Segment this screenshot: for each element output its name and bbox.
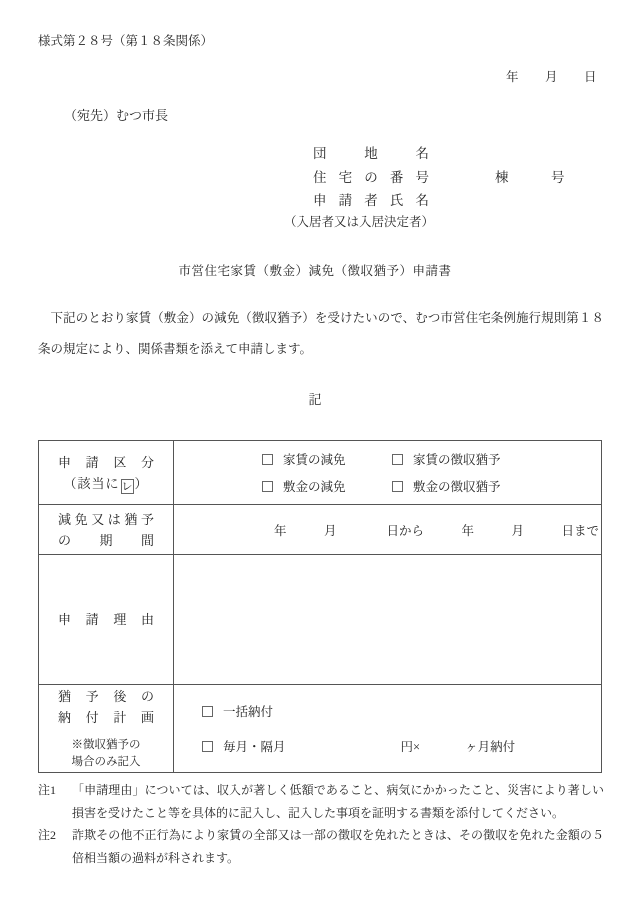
payment-plan-label-cell <box>39 685 174 773</box>
complex-name-label: 団地名 <box>313 146 429 161</box>
payment-plan-options-cell <box>174 685 602 773</box>
building-label: 棟 <box>495 170 509 185</box>
addressee: （宛先）むつ市長 <box>64 108 169 123</box>
amount-suffix-label: 円× <box>400 740 421 754</box>
payment-plan-label-line1: 猶予後の <box>58 689 154 704</box>
payment-plan-note <box>39 737 173 771</box>
checkbox-installment[interactable] <box>202 741 213 752</box>
unit-label: 号 <box>551 170 565 185</box>
application-form-table <box>38 440 602 773</box>
option-lump-sum-label: 一括納付 <box>223 705 274 719</box>
footnote-1-number: 注1 <box>38 783 57 797</box>
option-lump-sum <box>202 702 601 720</box>
date-line: 年 月 日 <box>506 70 598 84</box>
reason-input-area[interactable] <box>174 555 602 685</box>
category-instruction-pre: （該当に <box>63 475 120 491</box>
period-value-cell[interactable] <box>174 505 602 555</box>
footnotes <box>38 779 604 869</box>
checkbox-deposit-deferral[interactable] <box>392 481 403 492</box>
applicant-name-label: 申請者氏名 <box>313 193 429 208</box>
option-deposit-deferral-label: 敷金の徴収猶予 <box>413 480 501 494</box>
period-label-line2: の期間 <box>58 532 154 548</box>
option-rent-deferral <box>392 450 501 468</box>
footnote-2-number: 注2 <box>38 828 57 842</box>
document-title: 市営住宅家賃（敷金）減免（徴収猶予）申請書 <box>178 264 452 278</box>
payment-plan-note-line1: ※徴収猶予の <box>71 739 141 751</box>
option-rent-reduction-label: 家賃の減免 <box>283 453 346 467</box>
checkbox-lump-sum[interactable] <box>202 706 213 717</box>
category-options-cell <box>174 441 602 505</box>
period-label-line1: 減免又は猶予 <box>58 511 154 527</box>
reason-label-cell <box>39 555 174 685</box>
checkmark-sample-box: レ <box>121 480 133 493</box>
category-label-cell <box>39 441 174 505</box>
period-label-cell <box>39 505 174 555</box>
applicant-name-note: （入居者又は入居決定者） <box>284 215 435 229</box>
footnote-2 <box>38 824 604 869</box>
option-deposit-reduction-label: 敷金の減免 <box>283 480 346 494</box>
option-rent-deferral-label: 家賃の徴収猶予 <box>413 453 501 467</box>
category-instruction-post: ） <box>134 475 149 491</box>
months-suffix-label: ヶ月納付 <box>465 740 516 754</box>
checkbox-rent-reduction[interactable] <box>262 454 273 465</box>
housing-number-label: 住宅の番号 <box>313 170 429 185</box>
footnote-1 <box>38 779 604 824</box>
option-installment <box>202 737 601 755</box>
option-deposit-reduction <box>262 477 392 495</box>
record-heading: 記 <box>308 392 322 407</box>
reason-label: 申請理由 <box>58 612 154 627</box>
body-paragraph: 下記のとおり家賃（敷金）の減免（徴収猶予）を受けたいので、むつ市営住宅条例施行規則第１８条の規定により、関係書類を添えて申請します。 <box>38 311 604 356</box>
footnote-1-text: 「申請理由」については、収入が著しく低額であること、病気にかかったこと、災害により著しい損害を受けたこと等を具体的に記入し、記入した事項を証明する書類を添付してください。 <box>72 783 604 820</box>
option-deposit-deferral <box>392 477 501 495</box>
period-value: 年 月 日から 年 月 日まで <box>274 523 600 538</box>
checkbox-deposit-reduction[interactable] <box>262 481 273 492</box>
option-rent-reduction <box>262 450 392 468</box>
category-label: 申請区分 <box>58 454 154 470</box>
form-number: 様式第２８号（第１８条関係） <box>38 34 214 48</box>
payment-plan-note-line2: 場合のみ記入 <box>71 756 141 768</box>
category-instruction <box>39 473 173 494</box>
footnote-2-text: 詐欺その他不正行為により家賃の全部又は一部の徴収を免れたときは、その徴収を免れた金額の５倍相当額の過料が科されます。 <box>72 828 604 865</box>
option-installment-label: 毎月・隔月 <box>223 740 286 754</box>
payment-plan-label-line2: 納付計画 <box>58 710 154 725</box>
checkbox-rent-deferral[interactable] <box>392 454 403 465</box>
